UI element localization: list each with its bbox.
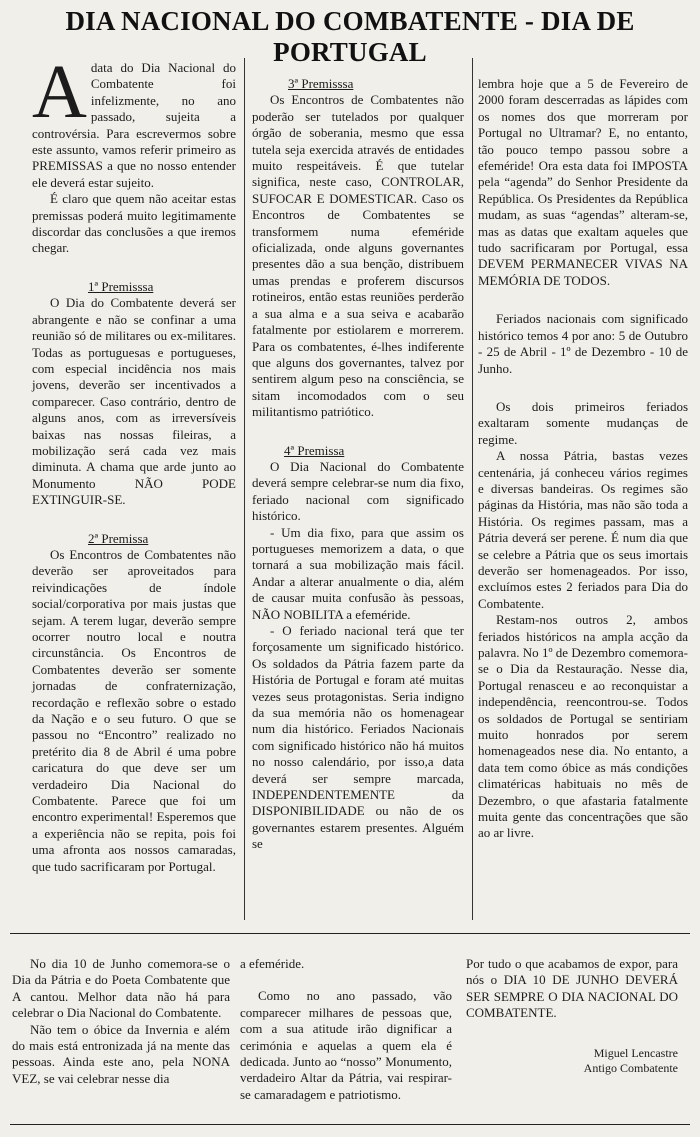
premise-3-title: 3ª Premisssa: [288, 76, 354, 91]
premise-4-text: O Dia Nacional do Combatente deverá sempre celebrar-se num dia fixo, feriado nacional com significado histórico.: [252, 458, 464, 524]
premise-1-title: 1ª Premisssa: [88, 278, 154, 294]
author-name: Miguel Lencastre: [593, 1045, 678, 1060]
intro-paragraph-2: É claro que quem não aceitar estas premissas poderá muito legitimamente discordar das conclusões a que iremos chegar.: [32, 191, 236, 256]
premise-3-text: Os Encontros de Combatentes não poderão ser tutelados por qualquer órgão de soberania, mesmo que essa tutela seja exercida através de entidades muito respeitáveis. É que tutelar significa, neste caso, CONTROLAR, SUFOCAR E DOMESTICAR. Caso os Encontros de Combatentes se transformem numa efeméride oficializada, onde alguns governantes presentes dão a sua benção, distribuem umas prendas e proferem discursos rotineiros, então estas reuniões perderão a sua alma e a sua seiva e acabarão fatalmente por estiolarem e morrerem. Para os combatentes, é-lhes indiferente que alguns dos governantes, talvez por sentirem algum peso na consciência, se sitam incomodados com o seu militantismo patriótico.: [252, 92, 464, 420]
premise-4-title: 4ª Premissa: [284, 442, 345, 458]
drop-cap: A: [32, 50, 87, 134]
premise-4-point-a: - Um dia fixo, para que assim os portugueses memorizem a data, o que tornará a sua mobilização mais fácil. Andar a alterar anualmente o dia, além de causar muita confusão às pessoas, NÃO NOBILITA a efeméride.: [252, 524, 464, 622]
intro-paragraph: Adata do Dia Nacional do Combatente foi infelizmente, no ano passado, sujeita a controvérsia. Para escrevermos sobre este assunto, vamos referir primeiro as PREMISSAS a que no nosso entender ele deverá estar sujeito.: [32, 50, 236, 190]
article-headline: DIA NACIONAL DO COMBATENTE - DIA DE PORTUGAL: [65, 6, 635, 67]
column-3: [478, 76, 688, 842]
bottom-paragraph-1: No dia 10 de Junho comemora-se o Dia da Pátria e do Poeta Combatente que A cantou. Melhor data não há para celebrar o Dia Nacional do Combatente.: [12, 956, 230, 1021]
premise-4-point-b: - O feriado nacional terá que ter forçosamente um significado histórico. Os soldados da Pátria fazem parte da História de Portugal e foram até muitas vezes seus protagonistas. Seria indigno da sua memória não os homenagear num dia histórico. Feriados Nacionais com significado histórico não há muitos no nosso calendário, por isso,a data deverá ser sempre marcada, INDEPENDENTEMENTE da DISPONIBILIDADE ou não de os governantes estarem presentes. Alguém se: [252, 623, 464, 852]
premise-1-text: O Dia do Combatente deverá ser abrangente e não se confinar a uma reunião só de militares ou ex-militares. Todas as portuguesas e portugueses, com especial incidência nos mais jovens, deverão ser incentivados a comparecer. Caso contrário, dentro de alguns anos, com as irreversíveis baixas nas nossas fileiras, a mobilização será cada vez mais diminuta. A chama que arde junto ao Monumento NÃO PODE EXTINGUIR-SE.: [32, 295, 236, 508]
bottom-paragraph-2: Não tem o óbice da Invernia e além do mais está entronizada já na mente das pessoas. Ainda este ano, pela NONA VEZ, se vai celebrar nesse dia: [12, 1021, 230, 1086]
premise-2-text: Os Encontros de Combatentes não deverão ser aproveitados para reivindicações de índole social/corporativa por mais justas que sejam. A terem lugar, deverão sempre ocorrer noutro local e noutra circunstância. Os Encontros de Combatentes deverão ser somente jornadas de confraternização, recordação e reflexão sobre o estado da Nação e o seu futuro. O que se passou no “Encontro” realizado no pretérito dia 8 de Abril é uma pobre caricatura do que deve ser um verdadeiro Dia Nacional do Combatente. Parece que foi um encontro experimental! Esperemos que a experiência não se repita, pois foi uma afronta aos nossos camaradas, que tudo sacrificaram por Portugal.: [32, 546, 236, 874]
conclusion-paragraph: Por tudo o que acabamos de expor, para nós o DIA 10 DE JUNHO DEVERÁ SER SEMPRE O DIA NACIONAL DO COMBATENTE.: [466, 956, 678, 1021]
col3-paragraph-1: lembra hoje que a 5 de Fevereiro de 2000 foram descerradas as lápides com os nomes dos que morreram por Portugal no Ultramar? E, no entanto, tão pouco tempo passou sobre a efeméride! Ora esta data foi IMPOSTA pela “agenda” do Senhor Presidente da República. Os Presidentes da República mudam, as suas “agendas” alteram-se, mas as datas que exaltam aqueles que tudo sacrificaram por Portugal, essa DEVEM PERMANECER VIVAS NA MEMÓRIA DE TODOS.: [478, 76, 688, 288]
author-title: Antigo Combatente: [583, 1060, 678, 1075]
bottom-column-2: [240, 956, 452, 1103]
bottom-column-1: [12, 956, 230, 1087]
bottom-paragraph-4: Como no ano passado, vão comparecer milhares de pessoas que, com a sua atitude irão dignificar a cerimónia e aquelas a quem ela é dedicada. Junto ao “nosso” Monumento, verdadeiro Altar da Pátria, vai respirar-se camaradagem e patriotismo.: [240, 988, 452, 1102]
column-divider: [244, 58, 245, 920]
section-divider: [10, 933, 690, 934]
bottom-column-3: [466, 956, 678, 1076]
col3-paragraph-4: A nossa Pátria, bastas vezes centenária, já conheceu vários regimes e diversas bandeiras. Os regimes são páginas da História, mas não são toda a História. Os regimes passam, mas a Pátria deverá ser perene. É num dia que se celebre a Pátria que os seus imortais deverão ser homenageados. Por isso, excluímos estes 2 feriados para Dia do Combatente.: [478, 448, 688, 611]
column-2: [252, 76, 464, 853]
author-signature: [466, 1046, 678, 1076]
bottom-paragraph-3: a efeméride.: [240, 956, 305, 971]
column-divider: [472, 58, 473, 920]
col3-paragraph-2: Feriados nacionais com significado histórico temos 4 por ano: 5 de Outubro - 25 de Abril - 1º de Dezembro - 10 de Junho.: [478, 311, 688, 376]
premise-2-title: 2ª Premissa: [88, 530, 149, 546]
col3-paragraph-5: Restam-nos outros 2, ambos feriados históricos na ampla acção da palavra. No 1º de Dezembro comemora-se o Dia da Restauração. Nesse dia, Portugal renasceu e ao reconquistar a independência, reencontrou-se. Todos os soldados de Portugal se sentiriam muito honrados por serem homenageados nese dia. No entanto, a data tem como óbice as más condições climatéricas habituais no mês de Dezembro, o que afastaria fatalmente muita gente das concentrações que são ao ar livre.: [478, 612, 688, 841]
bottom-border: [10, 1124, 690, 1125]
column-1: [32, 50, 236, 875]
col3-paragraph-3: Os dois primeiros feriados exaltaram somente mudanças de regime.: [478, 398, 688, 447]
